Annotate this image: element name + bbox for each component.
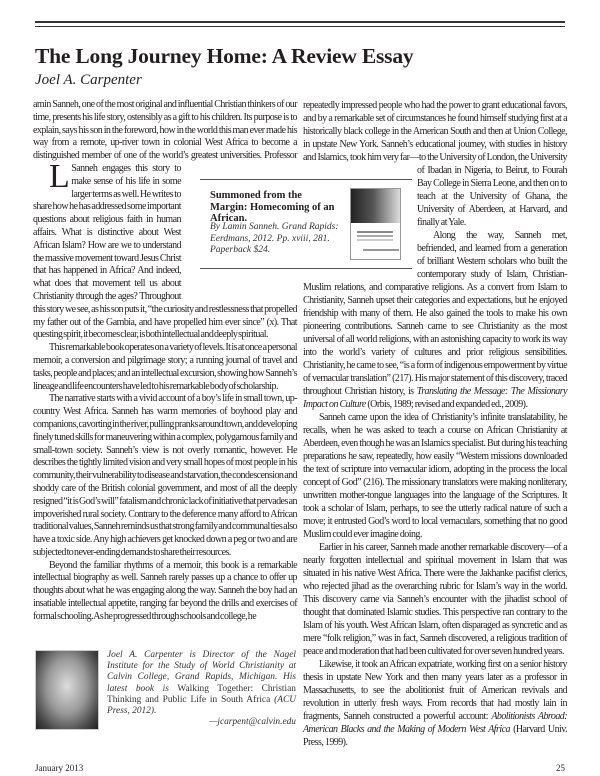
paragraph-text: Along the way, Sanneh met, befriended, and learned from a generation of brilliant Western scholars who built the contemporary study of Islam, Christian-Muslim relations, and comparative religions. As a convert from Islam to Christianity, Sanneh upset their categories and expectations, but he enjoyed friendship with many of them. He also gained the tools to make his own pioneering contributions. Sanneh came to see Christianity as the most universal of all world religions, with an astonishing capacity to work its way into the world’s variety of cultures and prior religious sensibilities. Christianity, he came to see, “is a form of indigenous empowerment by virtue of vernacular translation” (217). His major statement of this discovery, traced throughout Christian history, is	[303, 230, 567, 397]
paragraph	[303, 658, 567, 749]
paragraph: The narrative starts with a vivid account of a boy’s life in small town, up-country West Africa. Sanneh has warm memories of boyhood play and companions, cavorting in the river, pulling pranks around town, and developing finely tuned skills for maneuvering within a complex, polygamous family and small-town society. Sanneh’s view is not overly romantic, however. He describes the tightly limited vision and very small hopes of most people in his community, their vulnerability to disease and starvation, the condescension and shoddy care of the British colonial government, and most of all the deeply resigned “it is God’s will” fatalism and chronic lack of initiative that pervades an impoverished rural society. Contrary to the deference many afford to African traditional values, Sanneh reminds us that strong family and communal ties also have a toxic side. Any high achievers get knocked down a peg or two and are subjected to never-ending demands to share their resources.	[33, 393, 297, 558]
author-email: —jcarpent@calvin.edu	[209, 717, 296, 728]
book-cover-image	[350, 188, 401, 260]
header-rule	[35, 21, 565, 27]
book-title: Abolitionists Abroad: American Blacks and the Making of Modern West Africa	[303, 711, 567, 735]
left-column	[33, 99, 297, 624]
paragraph: Earlier in his career, Sanneh made another remarkable discovery—of a nearly forgotten intellectual and spiritual movement in Islam that was situated in his native West Africa. There were the Jakhanke pacifist clerics, who rejected jihad as the overarching rubric for Islam’s way in the world. This discovery came via Sanneh’s encounter with the jihadist school of thought that dominated Islamic studies. This perspective ran contrary to the Islam of his youth. West African Islam, often disparaged as syncretic and as mere “folk religion,” was in fact, Sanneh discovered, a religious tradition of peace and moderation that had been cultivated for over seven hundred years.	[303, 542, 567, 657]
paragraph: This remarkable book operates on a variety of levels. It is at once a personal memoir, a conversion and pilgrimage story; a running journal of travel and tasks, people and places; and an intellectual excursion, showing how Sanneh’s lineage and life encounters have led to his remarkable body of scholarship.	[33, 342, 297, 392]
paragraph-text: (Harvard Univ. Press, 1999).	[303, 724, 567, 748]
bio-book-title: Walking Together: Christian Thinking and Public Life in South Africa	[107, 683, 296, 705]
paragraph-text: (Orbis, 1989; revised and expanded ed., 2009).	[365, 399, 528, 410]
paragraph: Sanneh came upon the idea of Christianity’s infinite translatability, he recalls, when he was asked to teach a course on African Christianity at Aberdeen, even though he was an Islamics specialist. But during his teaching preparations he saw, repeatedly, how easily “Western missions downloaded the text of scripture into vernacular idiom, adopting in the process the local concept of God” (216). The missionary translators were making nonliterary, unwritten mother-tongue languages into the language of the Scriptures. It took a scholar of Islam, perhaps, to see the utterly radical nature of such a move; it entrusted God’s word to local vernaculars, something that no good Muslim could ever imagine doing.	[303, 412, 567, 540]
author-photo	[35, 650, 99, 730]
bio-text: (ACU Press, 2012).	[107, 694, 296, 717]
paragraph-text: Likewise, it took an African expatriate, working first on a senior history thesis in upstate New York and then many years later as a professor in Massachusetts, to see the abolitionist fruit of American revivals and revolution in utterly fresh ways. From records that had mostly lain in fragments, Sanneh constructed a powerful account:	[303, 659, 567, 722]
article-title: The Long Journey Home: A Review Essay	[35, 44, 414, 68]
reviewed-book-title: Summoned from the Margin: Homecoming of an African.	[210, 190, 335, 224]
paragraph-text: amin Sanneh, one of the most original and influential Christian thinkers of our time, presents his life story, ostensibly as a gift to his children. Its purpose is to explain, says his son in the foreword, how in the world this man ever made his way from a remote, up-river town in colonial West Africa to become a distinguished member of one of the world’s greatest universities. Professor Sanneh engages this story to make sense of his life in some larger terms as well. He writes to share how he has addressed some important questions about religious faith in human affairs. What is distinctive about West African Islam? How are we to understand the massive movement toward Jesus Christ that has happened in Africa? And indeed, what does that movement tell us about Christianity through the ages? Throughout this story we see, as his son puts it, “the curiosity and restlessness that propelled my father out of the Gambia, and have propelled him ever since” (x). That questing spirit, it becomes clear, is both intellectual and deeply spiritual.	[33, 99, 297, 341]
page-number: 25	[556, 763, 565, 773]
paragraph: Beyond the familiar rhythms of a memoir, this book is a remarkable intellectual biography as well. Sanneh rarely passes up a chance to offer up thoughts about what he was engaging along the way. Sanneh the boy had an insatiable intellectual appetite, ranging far beyond the drills and exercises of formal schooling. As he progressed through schools and college, he	[33, 559, 297, 622]
article-author: Joel A. Carpenter	[35, 72, 142, 88]
bio-text: Joel A. Carpenter is Director of the Nagel Institute for the Study of World Christianity at Calvin College, Grand Rapids, Michigan. His latest book is	[107, 650, 296, 694]
book-info-box	[200, 179, 412, 269]
reviewed-book-details: By Lamin Sanneh. Grand Rapids: Eerdmans, 2012. Pp. xviii, 281. Paperback $24.	[210, 222, 339, 255]
paragraph: repeatedly impressed people who had the power to grant educational favors, and by a remarkable set of circumstances he found himself studying first at a historically black college in the American South and then at Union College, in upstate New York. Sanneh’s educational journey, with studies in history and Islamics, took him very far—to the University of London, the University of Ibadan in Nigeria, to Beirut, to Fourah Bay College in Sierra Leone, and then on to teach at the University of Ghana, the University of Aberdeen, at Harvard, and finally at Yale.	[303, 100, 567, 228]
book-title: Translating the Message: The Missionary Impact on Culture	[303, 386, 567, 410]
author-bio	[107, 650, 296, 728]
drop-cap: L	[49, 158, 70, 195]
footer-date: January 2013	[35, 763, 84, 773]
